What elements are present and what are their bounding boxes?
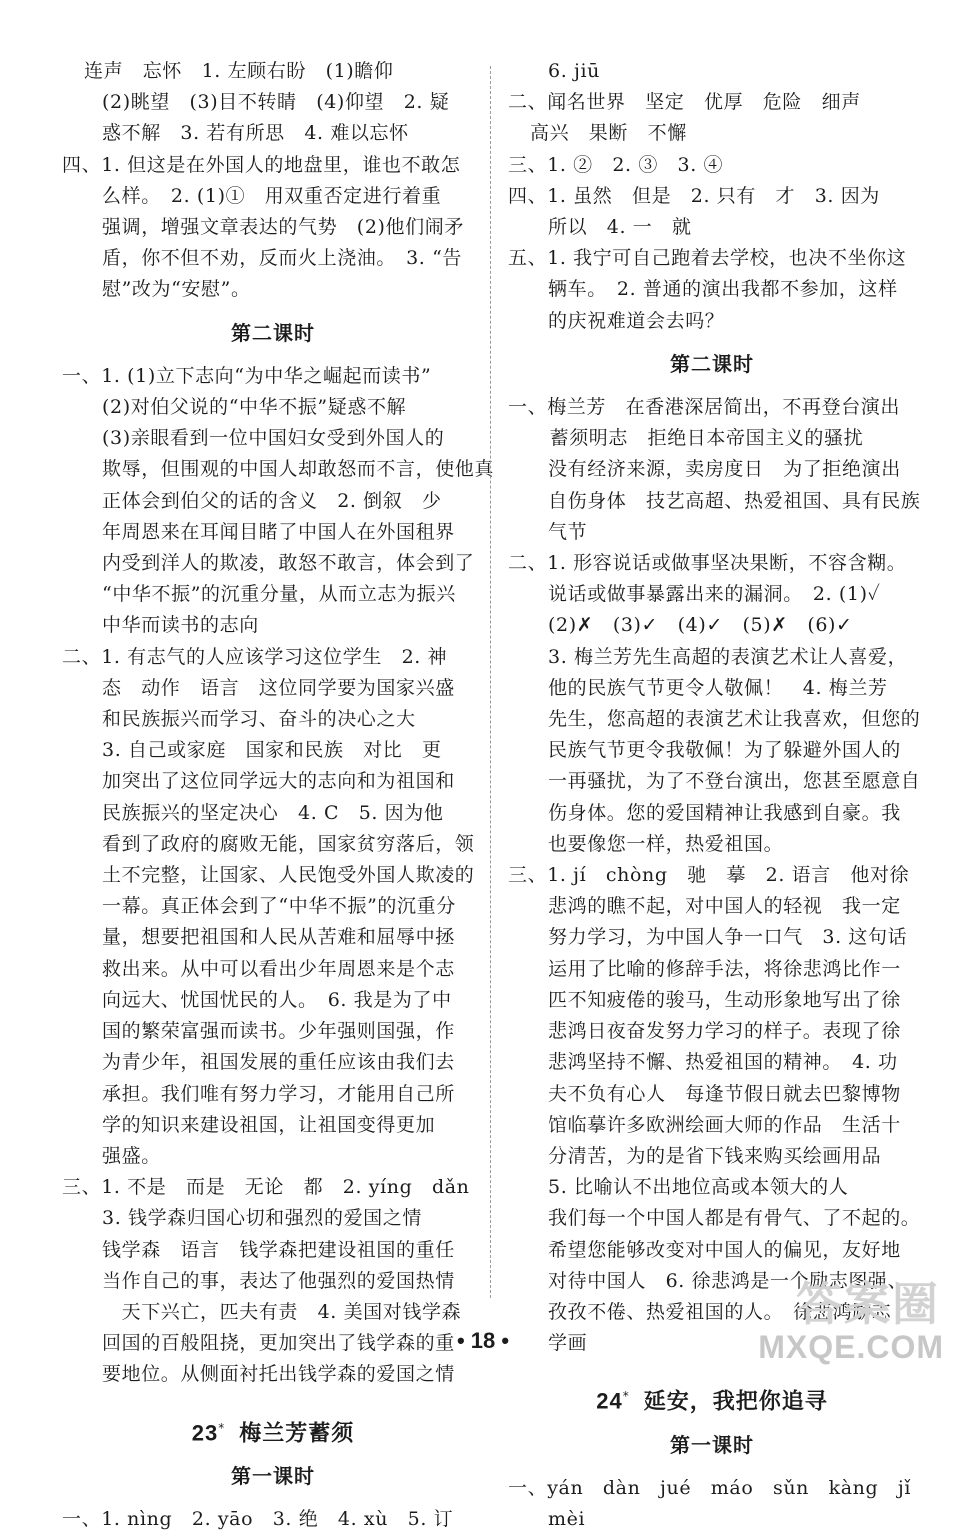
watermark-logo	[729, 1268, 944, 1366]
answer-line: 土不完整，让国家、人民饱受外国人欺凌的	[102, 864, 475, 887]
answer-line: 回国的百般阻挠，更加突出了钱学森的重	[102, 1332, 455, 1355]
answer-line: 努力学习，为中国人争一口气 3. 这句话	[548, 926, 908, 949]
answer-line: 强调，增强文章表达的气势 (2)他们闹矛	[102, 216, 464, 239]
column-divider	[490, 66, 491, 1298]
answer-line: 二、1. 形容说话或做事坚决果断，不容含糊。	[508, 552, 907, 575]
answer-line: 一幕。真正体会到了“中华不振”的沉重分	[102, 895, 456, 918]
answer-line: 为青少年，祖国发展的重任应该由我们去	[102, 1051, 455, 1074]
section-heading-1st-lesson: 第一课时	[670, 1432, 754, 1457]
answer-line: 向远大、忧国忧民的人。 6. 我是为了中	[102, 988, 452, 1011]
answer-line: 学的知识来建设祖国，让祖国变得更加	[102, 1113, 436, 1136]
right-block-a	[508, 56, 916, 337]
answer-line: 么样。 2. (1)① 用双重否定进行着重	[102, 184, 442, 207]
answer-line: 一、1. (1)立下志向“为中华之崛起而读书”	[62, 364, 432, 387]
answer-line: 二、1. 有志气的人应该学习这位学生 2. 神	[62, 645, 448, 668]
answer-line: 5. 比喻认不出地位高或本领大的人	[548, 1176, 849, 1199]
answer-line: 高兴 果断 不懈	[530, 122, 687, 145]
answer-line: 对待中国人 6. 徐悲鸿是一个励志图强、	[548, 1269, 908, 1292]
answer-line: 悲鸿日夜奋发努力学习的样子。表现了徐	[548, 1020, 901, 1043]
answer-line: 和民族振兴而学习、奋斗的决心之大	[102, 708, 416, 731]
watermark-logo-text: 答案圈	[796, 1277, 940, 1331]
answer-line: 辆车。 2. 普通的演出我都不参加，这样	[548, 278, 898, 301]
answer-line: 所以 4. 一 就	[548, 216, 692, 239]
answer-line: 我们每一个中国人都是有骨气、了不起的。	[548, 1207, 921, 1230]
answer-line: 中华而读书的志向	[102, 614, 259, 637]
answer-line: 运用了比喻的修辞手法，将徐悲鸿比作一	[548, 957, 901, 980]
answer-line: 看到了政府的腐败无能，国家贫穷落后，领	[102, 832, 475, 855]
answer-line: mèi	[548, 1508, 586, 1531]
answer-line: 救出来。从中可以看出少年周恩来是个志	[102, 957, 455, 980]
answer-line: 正体会到伯父的话的含义 2. 倒叙 少	[102, 489, 442, 512]
answer-line: 他的民族气节更令人敬佩！ 4. 梅兰芳	[548, 676, 888, 699]
section-heading-1st-lesson: 第一课时	[231, 1464, 315, 1489]
answer-line: (2)对伯父说的“中华不振”疑惑不解	[102, 396, 407, 419]
answer-line: 三、1. jí chòng 驰 摹 2. 语言 他对徐	[508, 864, 910, 887]
section-heading-2nd-lesson: 第二课时	[670, 351, 754, 376]
answer-line: 欺辱，但围观的中国人却敢怒而不言，使他真	[102, 458, 495, 481]
lesson-star: *	[622, 1389, 630, 1404]
answer-line: 当作自己的事，表达了他强烈的爱国热情	[102, 1269, 455, 1292]
answer-line: 希望您能够改变对中国人的偏见，友好地	[548, 1238, 901, 1261]
answer-line: 一、yán dàn jué máo sǔn kàng jǐ	[508, 1477, 912, 1500]
lesson-name: 延安，我把你追寻	[643, 1389, 828, 1415]
answer-line: 蓄须明志 拒绝日本帝国主义的骚扰	[530, 427, 864, 450]
watermark-url: MXQE.COM	[758, 1329, 944, 1365]
answer-line: (2)眺望 (3)目不转睛 (4)仰望 2. 疑	[102, 91, 450, 114]
right-block-c	[508, 548, 921, 860]
answer-line: 一、1. nìng 2. yāo 3. 绝 4. xù 5. 订	[62, 1508, 454, 1531]
lesson-title-23	[62, 1413, 484, 1450]
left-block-b	[62, 150, 484, 306]
lesson-number: 23	[191, 1419, 219, 1445]
lesson-title-24	[508, 1381, 916, 1418]
answer-line: 学画	[548, 1332, 588, 1355]
left-block-d	[62, 642, 484, 1172]
answer-line: 一再骚扰，为了不登台演出，您甚至愿意自	[548, 770, 921, 793]
answer-line: 3. 自己或家庭 国家和民族 对比 更	[102, 739, 442, 762]
answer-line: 四、1. 虽然 但是 2. 只有 才 3. 因为	[508, 184, 880, 207]
right-block-e	[508, 1473, 916, 1535]
lesson-name: 梅兰芳蓄须	[239, 1420, 355, 1446]
answer-line: 加突出了这位同学远大的志向和为祖国和	[102, 770, 455, 793]
answer-line: 6. jiū	[548, 60, 600, 82]
answer-line: 一、梅兰芳 在香港深居简出，不再登台演出	[508, 396, 901, 419]
answer-line: 内受到洋人的欺凌，敢怒不敢言，体会到了	[102, 552, 475, 575]
answer-line: 年周恩来在耳闻目睹了中国人在外国租界	[102, 520, 455, 543]
answer-line: 钱学森 语言 钱学森把建设祖国的重任	[102, 1238, 455, 1261]
answer-line: (3)亲眼看到一位中国妇女受到外国人的	[102, 427, 445, 450]
left-block-e	[62, 1172, 484, 1390]
right-block-b	[508, 392, 921, 548]
answer-line: 国的繁荣富强而读书。少年强则国强，作	[102, 1020, 455, 1043]
answer-line: 馆临摹许多欧洲绘画大师的作品 生活十	[548, 1113, 901, 1136]
left-column	[62, 56, 495, 1535]
answer-line: 强盛。	[102, 1144, 161, 1167]
answer-line: 天下兴亡，匹夫有责 4. 美国对钱学森	[102, 1300, 462, 1323]
answer-line: 3. 梅兰芳先生高超的表演艺术让人喜爱，	[548, 645, 908, 668]
answer-line: 的庆祝难道会去吗？	[548, 309, 725, 332]
answer-line: 承担。我们唯有努力学习，才能用自己所	[102, 1082, 455, 1105]
answer-line: 连声 忘怀 1. 左顾右盼 (1)瞻仰	[84, 60, 394, 82]
answer-line: 四、1. 但这是在外国人的地盘里，谁也不敢怎	[62, 153, 461, 176]
answer-line: 盾，你不但不劝，反而火上浇油。 3. “告	[102, 247, 462, 270]
answer-line: 伤身体。您的爱国精神让我感到自豪。我	[548, 801, 901, 824]
lesson-number: 24	[596, 1388, 623, 1414]
answer-line: 悲鸿坚持不懈、热爱祖国的精神。 4. 功	[548, 1051, 898, 1074]
answer-line: 民族气节更令我敬佩！为了躲避外国人的	[548, 739, 901, 762]
answer-line: 要地位。从侧面衬托出钱学森的爱国之情	[102, 1363, 455, 1386]
answer-line: 五、1. 我宁可自己跑着去学校，也决不坐你这	[508, 247, 907, 270]
answer-line: 分清苦，为的是省下钱来购买绘画用品	[548, 1144, 882, 1167]
answer-line: 说话或做事暴露出来的漏洞。 2. (1)✓	[548, 583, 881, 606]
answer-line: 民族振兴的坚定决心 4. C 5. 因为他	[102, 801, 444, 824]
answer-line: 匹不知疲倦的骏马，生动形象地写出了徐	[548, 988, 901, 1011]
answer-line: 量，想要把祖国和人民从苦难和屈辱中拯	[102, 926, 455, 949]
lesson-star: *	[218, 1420, 226, 1435]
left-block-c	[62, 361, 495, 642]
answer-line: 惑不解 3. 若有所思 4. 难以忘怀	[102, 122, 409, 145]
answer-line: 三、1. 不是 而是 无论 都 2. yíng dǎn	[62, 1176, 470, 1199]
answer-line: 没有经济来源，卖房度日 为了拒绝演出	[548, 458, 901, 481]
answer-line: 自伤身体 技艺高超、热爱祖国、具有民族	[548, 489, 921, 512]
answer-line: 也要像您一样，热爱祖国。	[548, 832, 784, 855]
page-number: • 18 •	[456, 1328, 510, 1353]
answer-line: 态 动作 语言 这位同学要为国家兴盛	[102, 676, 455, 699]
answer-line: “中华不振”的沉重分量，从而立志为振兴	[102, 583, 456, 606]
section-heading-2nd-lesson: 第二课时	[231, 320, 315, 345]
answer-line: 先生，您高超的表演艺术让我喜欢，但您的	[548, 708, 921, 731]
answer-line: 气节	[548, 520, 588, 543]
answer-line: 夫不负有心人 每逢节假日就去巴黎博物	[548, 1082, 901, 1105]
answer-line: 3. 钱学森归国心切和强烈的爱国之情	[102, 1207, 422, 1230]
answer-line: 慰”改为“安慰”。	[102, 278, 251, 301]
answer-line: 悲鸿的瞧不起，对中国人的轻视 我一定	[548, 895, 901, 918]
answer-line: 二、闻名世界 坚定 优厚 危险 细声	[508, 91, 861, 114]
answer-line: (2)✗ (3)✓ (4)✓ (5)✗ (6)✓	[548, 614, 853, 637]
left-block-a	[62, 56, 484, 150]
answer-line: 孜孜不倦、热爱祖国的人。 徐悲鸿励志	[548, 1300, 892, 1323]
answer-line: 三、1. ② 2. ③ 3. ④	[508, 153, 724, 176]
